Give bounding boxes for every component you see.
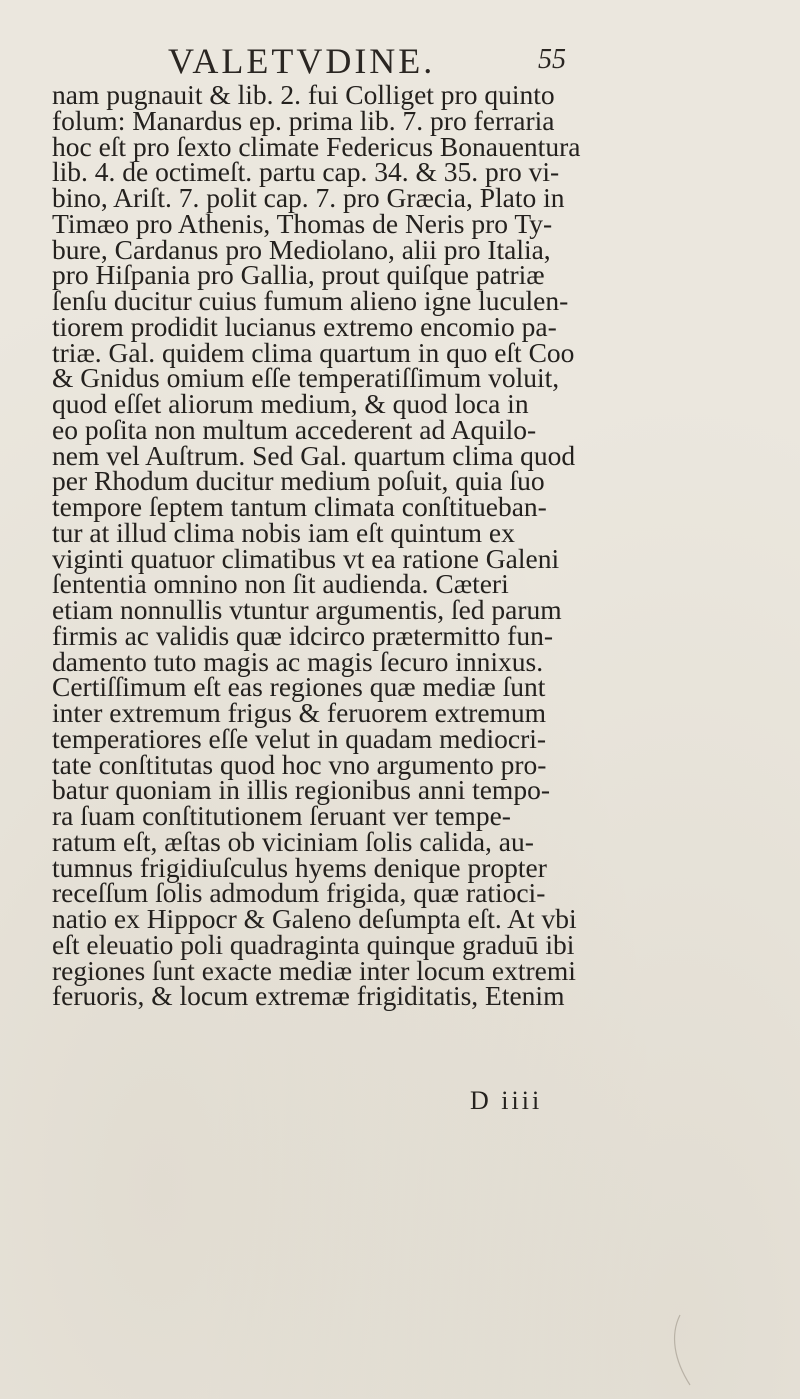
text-line: feruoris, & locum extremæ frigiditatis, Etenim (52, 980, 565, 1012)
signature-mark: D iiii (470, 1086, 543, 1115)
text-line: ſententia omnino non ſit audienda. Cæteri (52, 568, 509, 600)
text-line: & Gnidus omium eſſe temperatiſſimum voluit, (52, 362, 560, 394)
text-line: ratum eſt, æſtas ob viciniam ſolis calida, au- (52, 825, 534, 857)
text-line: nam pugnauit & lib. 2. fui Colliget pro quinto (52, 79, 555, 110)
running-head-title: VALETVDINE. (168, 41, 436, 81)
text-line: folum: Manardus ep. prima lib. 7. pro ferraria (52, 104, 555, 136)
text-line: tur at illud clima nobis iam eſt quintum ex (52, 516, 515, 548)
text-line: inter extremum frigus & feruorem extremum (52, 697, 547, 728)
text-line: quod eſſet aliorum medium, & quod loca in (52, 388, 529, 419)
text-line: firmis ac validis quæ idcirco prætermitto fun- (52, 619, 554, 651)
text-line: Certiſſimum eſt eas regiones quæ mediæ ſunt (52, 671, 546, 703)
text-line: Timæo pro Athenis, Thomas de Neris pro Ty- (52, 207, 553, 239)
text-line: batur quoniam in illis regionibus anni tempo- (52, 774, 550, 806)
text-line: natio ex Hippocr & Galeno deſumpta eſt. At vbi (52, 903, 577, 934)
text-line: tumnus frigidiuſculus hyems denique propter (52, 851, 547, 883)
pencil-stroke-icon (650, 1310, 710, 1390)
text-line: temperatiores eſſe velut in quadam mediocri- (52, 722, 547, 754)
text-line: eo poſita non multum accederent ad Aquilo- (52, 413, 537, 445)
text-line: ra ſuam conſtitutionem ſeruant ver tempe- (52, 800, 511, 831)
page-number: 55 (538, 44, 566, 75)
text-line: viginti quatuor climatibus vt ea ratione Galeni (52, 542, 560, 574)
text-line: triæ. Gal. quidem clima quartum in quo eſt Coo (52, 336, 575, 368)
text-line: etiam nonnullis vtuntur argumentis, ſed parum (52, 594, 562, 625)
text-line: tempore ſeptem tantum climata conſtitueban- (52, 491, 547, 522)
text-line: tate conſtitutas quod hoc vno argumento pro- (52, 748, 547, 780)
text-line: receſſum ſolis admodum frigida, quæ ratioci- (52, 877, 546, 909)
text-line: ſenſu ducitur cuius fumum alieno igne luculen- (52, 285, 569, 316)
text-line: eſt eleuatio poli quadraginta quinque graduū ibi (52, 928, 575, 960)
text-line: damento tuto magis ac magis ſecuro innixus. (52, 645, 544, 677)
text-line: pro Hiſpania pro Gallia, prout quiſque patriæ (52, 259, 545, 291)
text-line: hoc eſt pro ſexto climate Federicus Bonauentura (52, 130, 581, 162)
body-text (52, 79, 772, 1012)
text-line: nem vel Auſtrum. Sed Gal. quartum clima quod (52, 439, 576, 471)
text-line: bino, Ariſt. 7. polit cap. 7. pro Græcia, Plato in (52, 182, 565, 213)
text-line: lib. 4. de octimeſt. partu cap. 34. & 35. pro vi- (52, 156, 560, 188)
text-line: tiorem prodidit lucianus extremo encomio pa- (52, 310, 557, 342)
text-line: regiones ſunt exacte mediæ inter locum extremi (52, 954, 576, 986)
text-line: bure, Cardanus pro Mediolano, alii pro Italia, (52, 233, 551, 265)
text-line: per Rhodum ducitur medium poſuit, quia ſuo (52, 465, 545, 497)
